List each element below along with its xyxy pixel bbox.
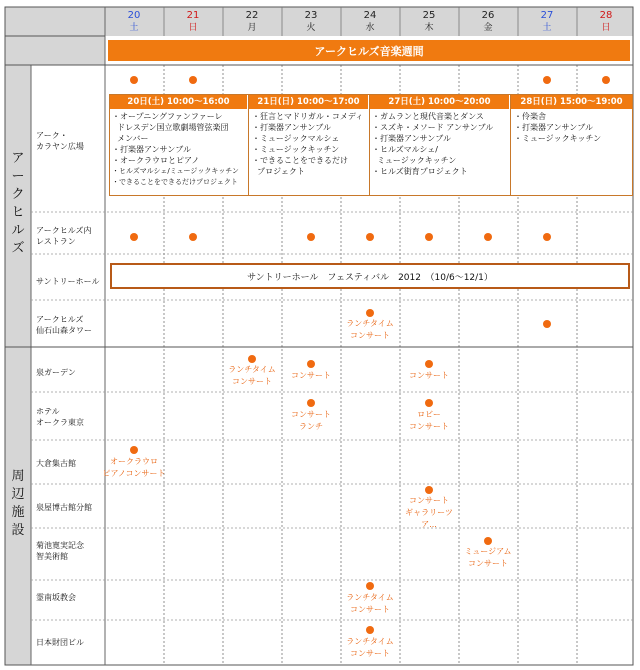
program-list-20 xyxy=(112,111,247,188)
event-dot xyxy=(602,76,610,84)
event-dot xyxy=(425,486,433,494)
program-list-27 xyxy=(372,111,508,177)
event-dot xyxy=(425,233,433,241)
program-item: ・オープニングファンファーレ xyxy=(112,112,223,121)
program-item: ・伶楽舎 xyxy=(514,112,546,121)
day-weekday: 水 xyxy=(365,23,375,33)
event-nippon-zaidan-24: ランチタイム コンサート xyxy=(346,637,394,658)
event-dot xyxy=(130,233,138,241)
day-weekday: 火 xyxy=(306,23,316,33)
event-izumi-25: コンサート xyxy=(409,371,449,380)
program-item: ・ミュージックキッチン xyxy=(514,134,602,143)
program-header-21: 21日(日) 10:00〜17:00 xyxy=(249,95,368,109)
event-dot xyxy=(248,355,256,363)
event-dot xyxy=(543,76,551,84)
program-list-21 xyxy=(252,111,368,177)
event-dot xyxy=(484,233,492,241)
group-label-nearby: 周 辺 施 設 xyxy=(11,469,25,538)
day-weekday: 金 xyxy=(483,23,493,33)
event-izumi-23: コンサート xyxy=(291,371,331,380)
program-item: ・スズキ・メソード アンサンブル xyxy=(372,123,494,132)
program-item: ミュージックキッチン xyxy=(372,156,457,165)
program-item: メンバー xyxy=(112,134,149,143)
suntory-festival-bar: サントリーホール フェスティバル 2012 （10/6〜12/1） xyxy=(110,263,630,289)
day-weekday: 土 xyxy=(542,23,552,33)
event-sengoku-24: ランチタイム コンサート xyxy=(346,319,394,340)
event-dot xyxy=(366,233,374,241)
event-okura-23: コンサート ランチ xyxy=(291,410,331,431)
day-number: 20 xyxy=(127,10,141,21)
row-label-kikuchi: 菊池寛実記念 智美術館 xyxy=(36,541,84,561)
event-dot xyxy=(425,399,433,407)
row-label-izumi: 泉ガーデン xyxy=(36,368,76,377)
day-weekday: 土 xyxy=(129,23,139,33)
day-weekday: 月 xyxy=(247,23,257,33)
event-dot xyxy=(366,626,374,634)
row-label-suntory: サントリーホール xyxy=(36,277,100,286)
program-item: ・できることをできるだけプロジェクト xyxy=(112,178,238,186)
event-dot xyxy=(307,399,315,407)
program-header-27: 27日(土) 10:00〜20:00 xyxy=(370,95,509,109)
row-label-sengoku: アークヒルズ 仙石山森タワー xyxy=(36,315,92,335)
program-item: ・ミュージックマルシェ xyxy=(252,134,340,143)
row-label-sen-oku: 泉屋博古館分館 xyxy=(36,503,92,512)
day-number: 21 xyxy=(186,10,200,21)
event-sen-oku-25: コンサート ギャラリーツ ア... xyxy=(405,496,453,529)
day-number: 23 xyxy=(304,10,318,21)
program-item: ・狂言とマドリガル・コメディ xyxy=(252,112,364,121)
event-dot xyxy=(189,233,197,241)
program-item: ・ガムランと現代音楽とダンス xyxy=(372,112,484,121)
program-item: ・ヒルズマルシェ/ xyxy=(372,145,438,154)
event-dot xyxy=(307,233,315,241)
program-list-28 xyxy=(514,111,632,144)
program-item: ・できることをできるだけ xyxy=(252,156,348,165)
program-item: プロジェクト xyxy=(252,167,305,176)
event-dot xyxy=(189,76,197,84)
row-label-restaurant: アークヒルズ内 レストラン xyxy=(36,226,92,246)
program-header-28: 28日(日) 15:00〜19:00 xyxy=(511,95,632,109)
event-dot xyxy=(484,537,492,545)
event-dot xyxy=(307,360,315,368)
event-okura-museum-20: オークラウロ ピアノコンサート xyxy=(102,457,166,478)
program-item: ・打楽器アンサンブル xyxy=(514,123,593,132)
program-item: ・ミュージックキッチン xyxy=(252,145,340,154)
row-label-karajan: アーク・ カラヤン広場 xyxy=(36,131,84,151)
day-number: 27 xyxy=(540,10,554,21)
event-dot xyxy=(543,233,551,241)
row-label-nippon-zaidan: 日本財団ビル xyxy=(36,638,84,647)
day-number: 28 xyxy=(599,10,613,21)
row-label-okura-museum: 大倉集古館 xyxy=(36,459,76,468)
program-header-20: 20日(土) 10:00〜16:00 xyxy=(110,95,247,109)
program-item: ・ヒルズマルシェ/ミュージックキッチン xyxy=(112,167,239,175)
day-weekday: 日 xyxy=(601,23,611,33)
event-dot xyxy=(130,446,138,454)
day-number: 26 xyxy=(481,10,495,21)
event-kikuchi-26: ミュージアム コンサート xyxy=(464,547,512,568)
event-dot xyxy=(130,76,138,84)
row-label-okura: ホテル オークラ東京 xyxy=(36,407,84,427)
day-weekday: 木 xyxy=(424,23,434,33)
music-week-banner: アークヒルズ音楽週間 xyxy=(108,40,630,61)
program-item: ・オークラウロとピアノ xyxy=(112,156,200,165)
event-dot xyxy=(543,320,551,328)
event-izumi-22: ランチタイム コンサート xyxy=(228,365,276,386)
program-item: ・打楽器アンサンブル xyxy=(372,134,451,143)
day-number: 22 xyxy=(245,10,259,21)
event-dot xyxy=(366,309,374,317)
program-item: ・ヒルズ街育プロジェクト xyxy=(372,167,468,176)
program-item: ・打楽器アンサンブル xyxy=(112,145,191,154)
day-number: 24 xyxy=(363,10,377,21)
program-item: ドレスデン国立歌劇場管弦楽団 xyxy=(112,123,229,132)
event-dot xyxy=(366,582,374,590)
day-weekday: 日 xyxy=(188,23,198,33)
program-item: ・打楽器アンサンブル xyxy=(252,123,331,132)
group-label-ark-hills: ア ー ク ヒ ル ズ xyxy=(11,151,25,256)
event-dot xyxy=(425,360,433,368)
event-okura-25: ロビー コンサート xyxy=(409,410,449,431)
day-number: 25 xyxy=(422,10,436,21)
row-label-reinanzaka: 霊南坂教会 xyxy=(36,593,76,602)
event-reinanzaka-24: ランチタイム コンサート xyxy=(346,593,394,614)
